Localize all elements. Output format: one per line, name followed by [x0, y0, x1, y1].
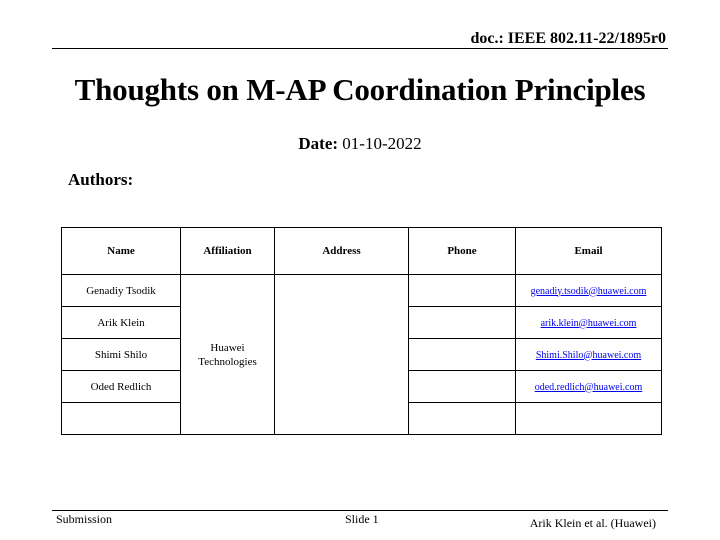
author-name	[62, 403, 181, 435]
author-phone	[409, 371, 516, 403]
author-name: Genadiy Tsodik	[62, 275, 181, 307]
author-email-cell	[516, 371, 662, 403]
author-phone	[409, 339, 516, 371]
date-value: 01-10-2022	[342, 134, 422, 153]
author-phone	[409, 275, 516, 307]
footer-authors: Arik Klein et al. (Huawei)	[529, 516, 656, 530]
author-phone	[409, 307, 516, 339]
date-label: Date:	[298, 134, 339, 153]
column-header-address: Address	[275, 228, 409, 275]
author-phone	[409, 403, 516, 435]
authors-heading: Authors:	[68, 170, 134, 189]
column-header-phone: Phone	[409, 228, 516, 275]
footer-submission: Submission	[56, 512, 113, 526]
slide-title: Thoughts on M-AP Coordination Principles	[74, 72, 646, 107]
footer-divider	[52, 510, 668, 511]
author-name: Oded Redlich	[62, 371, 181, 403]
author-email-link[interactable]: genadiy.tsodik@huawei.com	[530, 285, 647, 297]
author-email-link[interactable]: arik.klein@huawei.com	[540, 317, 637, 329]
date-line	[0, 134, 720, 154]
author-email-link[interactable]: oded.redlich@huawei.com	[534, 381, 643, 393]
table-row	[62, 275, 662, 307]
header-divider	[52, 48, 668, 49]
authors-table	[61, 227, 662, 435]
author-email-link[interactable]: Shimi.Shilo@huawei.com	[535, 349, 642, 361]
table-header-row	[62, 228, 662, 275]
author-address	[275, 275, 409, 435]
document-id: doc.: IEEE 802.11-22/1895r0	[470, 30, 666, 47]
author-email-cell	[516, 275, 662, 307]
author-email-cell	[516, 307, 662, 339]
author-email-cell	[516, 403, 662, 435]
column-header-name: Name	[62, 228, 181, 275]
column-header-email: Email	[516, 228, 662, 275]
column-header-affiliation: Affiliation	[181, 228, 275, 275]
slide-number: Slide 1	[345, 512, 379, 526]
author-name: Arik Klein	[62, 307, 181, 339]
author-name: Shimi Shilo	[62, 339, 181, 371]
author-affiliation: Huawei Technologies	[181, 275, 275, 435]
author-email-cell	[516, 339, 662, 371]
